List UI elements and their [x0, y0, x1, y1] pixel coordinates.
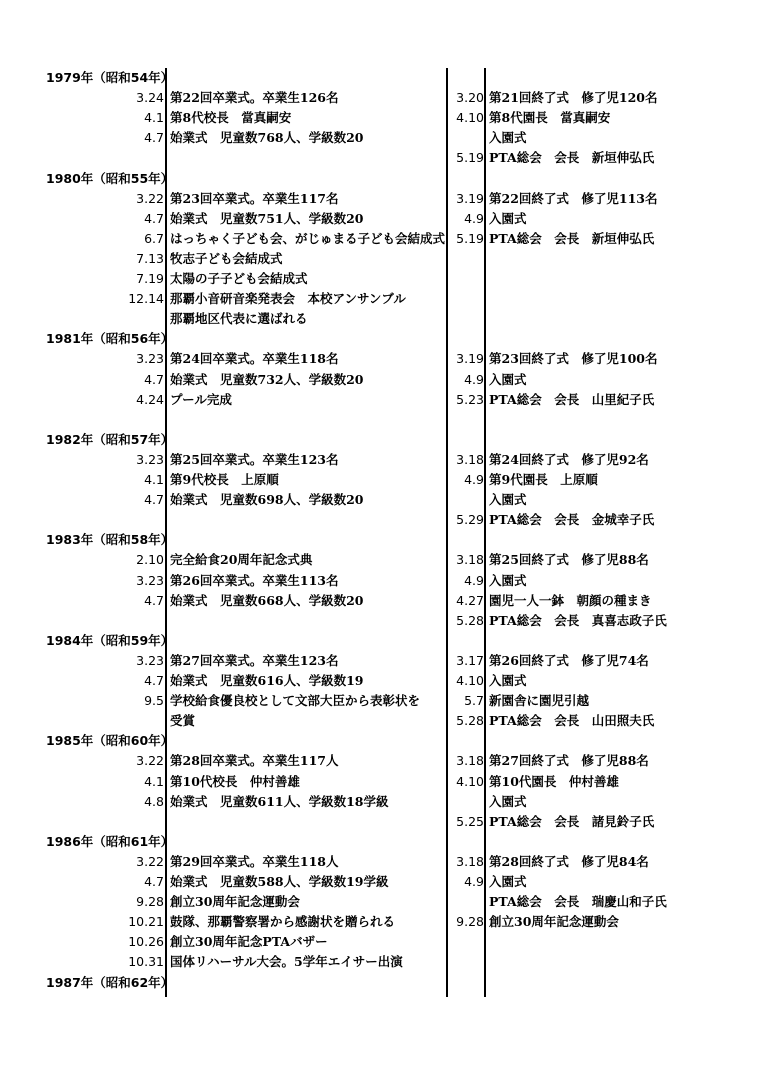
- school-event-text: 那覇地区代表に選ばれる: [170, 311, 308, 327]
- kindergarten-event-text: 入園式: [489, 371, 527, 387]
- school-event-date: 3.23: [136, 351, 164, 367]
- kindergarten-event-date: 5.19: [456, 230, 484, 246]
- school-event-date: 12.14: [128, 291, 164, 307]
- school-event-text: 第28回卒業式。卒業生117人: [170, 753, 339, 769]
- school-event-date: 4.7: [144, 592, 164, 608]
- kindergarten-event-date: 5.28: [456, 612, 484, 628]
- year-heading: 1982年（昭和57年）: [46, 431, 174, 447]
- kindergarten-event-date: 5.7: [464, 693, 484, 709]
- kindergarten-event-text: PTA総会 会長 新垣伸弘氏: [489, 150, 655, 166]
- school-event-text: 創立30周年記念運動会: [170, 894, 300, 910]
- school-event-date: 6.7: [144, 230, 164, 246]
- kindergarten-column-right-divider: [484, 68, 486, 997]
- kindergarten-event-text: 第22回終了式 修了児113名: [489, 190, 658, 206]
- kindergarten-event-text: PTA総会 会長 山田照夫氏: [489, 713, 655, 729]
- year-heading: 1979年（昭和54年）: [46, 70, 174, 85]
- kindergarten-event-text: 園児一人一鉢 朝顔の種まき: [489, 592, 652, 608]
- kindergarten-event-text: 第8代園長 當真嗣安: [489, 110, 611, 126]
- kindergarten-event-date: 3.17: [456, 652, 484, 668]
- school-event-date: 9.28: [136, 894, 164, 910]
- kindergarten-event-text: PTA総会 会長 金城幸子氏: [489, 512, 655, 528]
- year-heading: 1981年（昭和56年）: [46, 331, 174, 347]
- school-event-text: 第29回卒業式。卒業生118人: [170, 853, 339, 869]
- school-event-date: 4.8: [144, 793, 164, 809]
- kindergarten-event-text: 入園式: [489, 130, 527, 146]
- school-event-text: 牧志子ども会結成式: [170, 250, 283, 266]
- school-event-date: 4.7: [144, 210, 164, 226]
- school-event-text: 第10代校長 仲村善雄: [170, 773, 300, 789]
- kindergarten-event-date: 5.25: [456, 813, 484, 829]
- school-event-date: 3.23: [136, 451, 164, 467]
- school-event-text: 創立30周年記念PTAバザー: [170, 934, 328, 950]
- school-event-text: プール完成: [170, 391, 232, 407]
- school-event-date: 4.7: [144, 371, 164, 387]
- school-event-text: 始業式 児童数768人、学級数20: [170, 130, 364, 146]
- kindergarten-event-date: 4.10: [456, 673, 484, 688]
- kindergarten-event-text: PTA総会 会長 諸見鈴子氏: [489, 813, 655, 829]
- kindergarten-event-text: 第26回終了式 修了児74名: [489, 652, 649, 668]
- school-event-date: 10.31: [128, 954, 164, 970]
- kindergarten-event-date: 5.28: [456, 713, 484, 729]
- kindergarten-event-text: 第23回終了式 修了児100名: [489, 351, 658, 367]
- year-heading: 1987年（昭和62年）: [46, 974, 174, 990]
- school-event-date: 4.1: [144, 773, 164, 789]
- school-event-date: 4.24: [136, 391, 164, 407]
- kindergarten-event-date: 3.20: [456, 90, 484, 106]
- school-event-text: 第9代校長 上原順: [170, 472, 279, 487]
- school-event-text: 第26回卒業式。卒業生113名: [170, 572, 339, 588]
- kindergarten-event-date: 3.19: [456, 190, 484, 206]
- kindergarten-event-date: 5.23: [456, 391, 484, 407]
- school-event-date: 2.10: [136, 552, 164, 568]
- school-event-text: 鼓隊、那覇警察署から感謝状を贈られる: [170, 914, 396, 930]
- kindergarten-event-text: 第10代園長 仲村善雄: [489, 773, 619, 789]
- school-event-date: 10.21: [128, 914, 164, 930]
- kindergarten-event-text: 第21回終了式 修了児120名: [489, 90, 658, 106]
- school-event-text: 始業式 児童数751人、学級数20: [170, 210, 364, 226]
- kindergarten-event-text: 第25回終了式 修了児88名: [489, 552, 649, 568]
- kindergarten-event-date: 4.9: [464, 874, 484, 889]
- year-heading: 1985年（昭和60年）: [46, 733, 174, 749]
- school-event-text: 第23回卒業式。卒業生117名: [170, 190, 339, 206]
- kindergarten-event-date: 4.10: [456, 110, 484, 126]
- school-event-date: 3.24: [136, 90, 164, 106]
- kindergarten-event-text: 入園式: [489, 874, 527, 889]
- kindergarten-event-text: PTA総会 会長 真喜志政子氏: [489, 612, 667, 628]
- school-event-date: 4.1: [144, 472, 164, 487]
- kindergarten-event-date: 3.18: [456, 753, 484, 769]
- kindergarten-event-date: 4.9: [464, 371, 484, 387]
- school-event-text: 太陽の子子ども会結成式: [170, 271, 308, 286]
- school-event-date: 4.7: [144, 874, 164, 889]
- kindergarten-event-text: 第28回終了式 修了児84名: [489, 853, 649, 869]
- kindergarten-event-date: 9.28: [456, 914, 484, 930]
- school-event-text: 第24回卒業式。卒業生118名: [170, 351, 339, 367]
- school-event-text: 那覇小音研音楽発表会 本校アンサンブル: [170, 291, 406, 307]
- school-event-text: 国体リハーサル大会。5学年エイサー出演: [170, 954, 403, 970]
- year-heading: 1983年（昭和58年）: [46, 532, 174, 548]
- kindergarten-event-date: 4.10: [456, 773, 484, 789]
- school-event-text: 始業式 児童数616人、学級数19: [170, 673, 364, 688]
- school-event-date: 7.19: [136, 271, 164, 286]
- school-event-text: 始業式 児童数732人、学級数20: [170, 371, 364, 387]
- kindergarten-event-text: 入園式: [489, 492, 527, 508]
- kindergarten-event-text: 第27回終了式 修了児88名: [489, 753, 649, 769]
- year-heading: 1986年（昭和61年）: [46, 833, 174, 849]
- school-event-text: はっちゃく子ども会、がじゅまる子ども会結成式: [170, 230, 446, 246]
- school-event-text: 第8代校長 當真嗣安: [170, 110, 292, 126]
- school-event-date: 10.26: [128, 934, 164, 950]
- kindergarten-event-date: 4.9: [464, 572, 484, 588]
- school-event-text: 始業式 児童数698人、学級数20: [170, 492, 364, 508]
- school-event-text: 始業式 児童数588人、学級数19学級: [170, 874, 389, 889]
- kindergarten-event-text: PTA総会 会長 山里紀子氏: [489, 391, 655, 407]
- kindergarten-event-date: 4.9: [464, 472, 484, 487]
- school-event-date: 7.13: [136, 250, 164, 266]
- school-event-date: 3.22: [136, 190, 164, 206]
- year-heading: 1980年（昭和55年）: [46, 170, 174, 186]
- kindergarten-event-date: 5.29: [456, 512, 484, 528]
- kindergarten-event-text: PTA総会 会長 新垣伸弘氏: [489, 230, 655, 246]
- kindergarten-event-date: 3.19: [456, 351, 484, 367]
- school-event-date: 4.7: [144, 492, 164, 508]
- school-event-text: 第22回卒業式。卒業生126名: [170, 90, 339, 106]
- school-event-date: 3.22: [136, 853, 164, 869]
- kindergarten-event-text: 入園式: [489, 793, 527, 809]
- kindergarten-event-text: 創立30周年記念運動会: [489, 914, 619, 930]
- school-event-text: 第27回卒業式。卒業生123名: [170, 652, 339, 668]
- kindergarten-event-text: 入園式: [489, 673, 527, 688]
- school-event-text: 受賞: [170, 713, 196, 729]
- kindergarten-event-date: 3.18: [456, 552, 484, 568]
- kindergarten-event-date: 3.18: [456, 853, 484, 869]
- kindergarten-event-date: 4.27: [456, 592, 484, 608]
- kindergarten-event-text: 新園舎に園児引越: [489, 693, 590, 709]
- kindergarten-event-date: 3.18: [456, 451, 484, 467]
- kindergarten-event-text: 入園式: [489, 210, 527, 226]
- school-event-date: 4.7: [144, 673, 164, 688]
- school-event-date: 9.5: [144, 693, 164, 709]
- school-event-text: 第25回卒業式。卒業生123名: [170, 451, 339, 467]
- school-event-text: 学校給食優良校として文部大臣から表彰状を: [170, 693, 421, 709]
- kindergarten-event-text: 第9代園長 上原順: [489, 472, 598, 487]
- school-event-date: 3.23: [136, 572, 164, 588]
- kindergarten-event-date: 5.19: [456, 150, 484, 166]
- kindergarten-event-text: 第24回終了式 修了児92名: [489, 451, 649, 467]
- school-event-date: 4.1: [144, 110, 164, 126]
- school-event-date: 3.22: [136, 753, 164, 769]
- kindergarten-event-text: PTA総会 会長 瑞慶山和子氏: [489, 894, 667, 910]
- school-event-text: 完全給食20周年記念式典: [170, 552, 313, 568]
- kindergarten-event-date: 4.9: [464, 210, 484, 226]
- school-event-text: 始業式 児童数668人、学級数20: [170, 592, 364, 608]
- school-event-text: 始業式 児童数611人、学級数18学級: [170, 793, 389, 809]
- school-event-date: 3.23: [136, 652, 164, 668]
- year-heading: 1984年（昭和59年）: [46, 632, 174, 648]
- kindergarten-event-text: 入園式: [489, 572, 527, 588]
- school-event-date: 4.7: [144, 130, 164, 146]
